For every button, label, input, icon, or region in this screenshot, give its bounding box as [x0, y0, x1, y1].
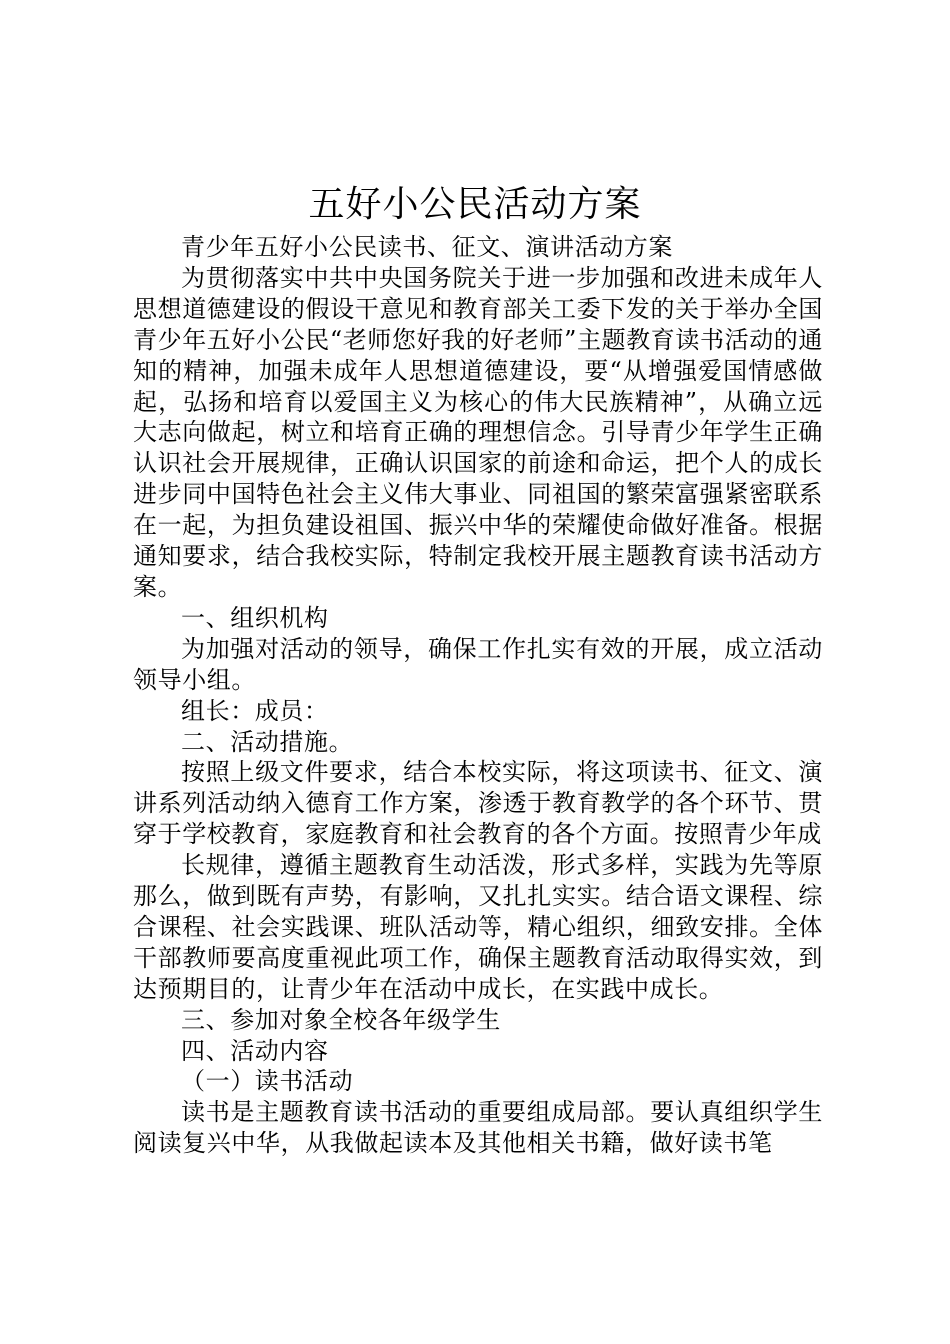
subsection-heading-reading: （一）读书活动	[181, 1067, 354, 1096]
paragraph-members: 组长：成员：	[181, 696, 329, 725]
paragraph-measures-2: 长规律，遵循主题教育生动活泼，形式多样，实践为先等原那么，做到既有声势，有影响，又扎扎实实。结合语文课程、综合课程、社会实践课、班队活动等，精心组织，细致安排。全体干部教师要高度重视此项工作，确保主题教育活动取得实效，到达预期目的，让青少年在活动中成长，在实践中成长。	[133, 851, 823, 1003]
section-heading-content: 四、活动内容	[181, 1036, 329, 1065]
document-title: 五好小公民活动方案	[308, 184, 642, 225]
section-heading-organization: 一、组织机构	[181, 603, 329, 632]
paragraph-measures-1: 按照上级文件要求，结合本校实际，将这项读书、征文、演讲系列活动纳入德育工作方案，渗透于教育教学的各个环节、贯穿于学校教育，家庭教育和社会教育的各个方面。按照青少年成	[133, 758, 823, 849]
document-body	[133, 232, 823, 1159]
paragraph-organization: 为加强对活动的领导，确保工作扎实有效的开展，成立活动领导小组。	[133, 634, 823, 694]
paragraph-intro: 为贯彻落实中共中央国务院关于进一步加强和改进未成年人思想道德建设的假设干意见和教育部关工委下发的关于举办全国青少年五好小公民“老师您好我的好老师”主题教育读书活动的通知的精神，加强未成年人思想道德建设，要“从增强爱国情感做起，弘扬和培育以爱国主义为核心的伟大民族精神”，从确立远大志向做起，树立和培育正确的理想信念。引导青少年学生正确认识社会开展规律，正确认识国家的前途和命运，把个人的成长进步同中国特色社会主义伟大事业、同祖国的繁荣富强紧密联系在一起，为担负建设祖国、振兴中华的荣耀使命做好准备。根据通知要求，结合我校实际，特制定我校开展主题教育读书活动方案。	[133, 263, 823, 601]
section-heading-measures: 二、活动措施。	[181, 727, 354, 756]
paragraph-reading: 读书是主题教育读书活动的重要组成局部。要认真组织学生阅读复兴中华，从我做起读本及其他相关书籍，做好读书笔	[133, 1098, 823, 1158]
paragraph-subtitle: 青少年五好小公民读书、征文、演讲活动方案	[181, 233, 673, 261]
section-heading-participants: 三、参加对象全校各年级学生	[181, 1005, 501, 1034]
